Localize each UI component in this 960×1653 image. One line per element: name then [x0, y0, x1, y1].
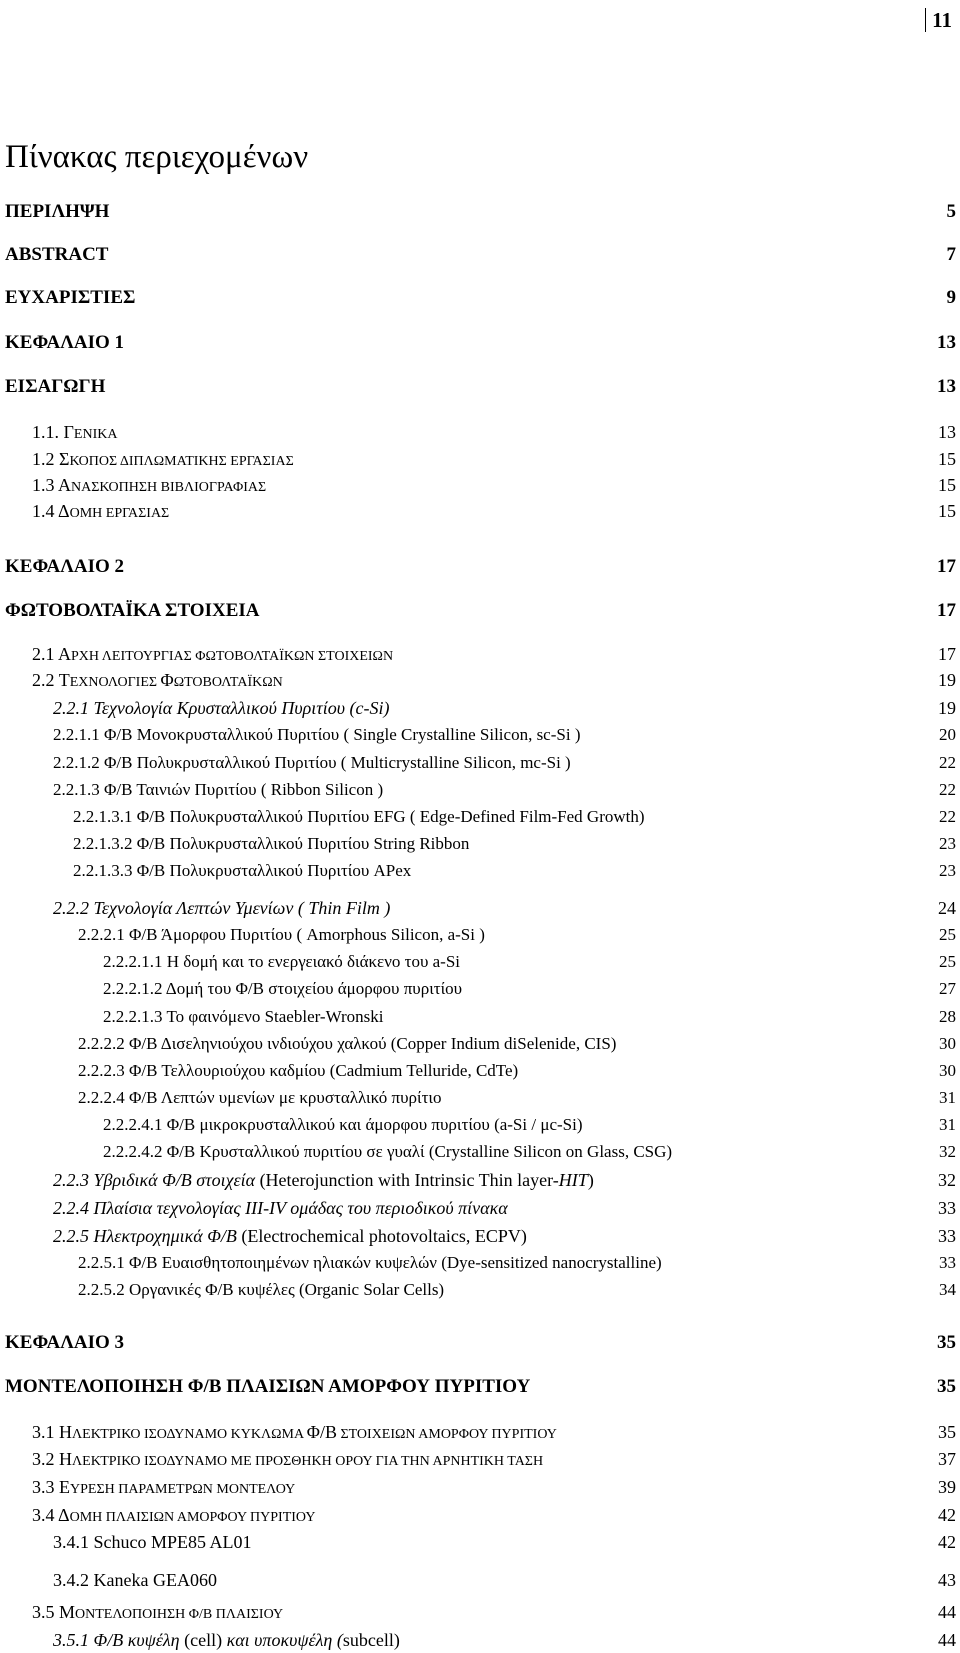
toc-entry-page: 35 — [937, 1376, 956, 1397]
toc-entry-label: 1.3 ΑΝΑΣΚΟΠΗΣΗ ΒΙΒΛΙΟΓΡΑΦΙΑΣ — [32, 474, 267, 495]
toc-entry-label: 3.3 ΕΥΡΕΣΗ ΠΑΡΑΜΕΤΡΩΝ ΜΟΝΤΕΛΟΥ — [32, 1476, 296, 1497]
toc-entry-label: 2.2.1.3.3 Φ/Β Πολυκρυσταλλικού Πυριτίου APex — [73, 861, 412, 880]
toc-entry-page: 31 — [939, 1115, 956, 1134]
toc-entry-page: 22 — [939, 807, 956, 826]
toc-entry-label: 2.2.1.1 Φ/Β Μονοκρυσταλλικού Πυριτίου ( Single Crystalline Silicon, sc-Si ) — [53, 725, 581, 744]
toc-entry-2-2-2-1-3[interactable] — [0, 1005, 960, 1029]
toc-entry-page: 37 — [938, 1448, 956, 1469]
toc-entry-2-2-5[interactable] — [0, 1224, 960, 1248]
toc-entry-2-2-4[interactable] — [0, 1196, 960, 1220]
toc-entry-label: 1.1. ΓΕΝΙΚΑ — [32, 421, 118, 442]
toc-entry-label: 2.2.2.1.3 Το φαινόμενο Staebler-Wronski — [103, 1007, 384, 1026]
toc-entry-label: 2.2.3 Υβριδικά Φ/Β στοιχεία (Heterojunction with Intrinsic Thin layer-HIT) — [53, 1169, 594, 1190]
toc-entry-page: 15 — [938, 474, 956, 495]
toc-entry-page: 5 — [946, 201, 956, 222]
toc-entry-page: 44 — [938, 1601, 956, 1622]
toc-entry-label: 2.2.2 Τεχνολογία Λεπτών Υμενίων ( Thin Film ) — [53, 897, 391, 918]
toc-entry-label: 2.2 ΤΕΧΝΟΛΟΓΙΕΣ ΦΩΤΟΒΟΛΤΑΪΚΩΝ — [32, 669, 283, 690]
toc-entry-label: 2.2.2.4.2 Φ/Β Κρυσταλλικού πυριτίου σε γυαλί (Crystalline Silicon on Glass, CSG) — [103, 1142, 673, 1161]
toc-entry-page: 30 — [939, 1034, 956, 1053]
toc-entry-2-2-2[interactable] — [0, 896, 960, 920]
toc-entry-3-5[interactable] — [0, 1600, 960, 1624]
toc-entry-page: 27 — [939, 979, 956, 998]
toc-entry-3-3[interactable] — [0, 1475, 960, 1499]
toc-entry-page: 22 — [939, 780, 956, 799]
toc-entry-label: 3.4 ΔΟΜΗ ΠΛΑΙΣΙΩΝ ΑΜΟΡΦΟΥ ΠΥΡΙΤΙΟΥ — [32, 1504, 316, 1525]
toc-entry-page: 13 — [937, 376, 956, 397]
toc-entry-label: 1.2 ΣΚΟΠΟΣ ΔΙΠΛΩΜΑΤΙΚΗΣ ΕΡΓΑΣΙΑΣ — [32, 448, 294, 469]
toc-entry-label: 3.4.2 Kaneka GEA060 — [53, 1569, 217, 1590]
toc-entry-label: 2.2.2.1 Φ/Β Άμορφου Πυριτίου ( Amorphous Silicon, a-Si ) — [78, 925, 485, 944]
toc-entry-label: ΚΕΦΑΛΑΙΟ 1 — [5, 332, 125, 353]
toc-entry-2-2-2-1[interactable] — [0, 923, 960, 947]
toc-entry-page: 28 — [939, 1007, 956, 1026]
toc-entry-label: 2.2.1 Τεχνολογία Κρυσταλλικού Πυριτίου (c-Si) — [53, 697, 390, 718]
toc-entry-label: 2.2.1.3.1 Φ/Β Πολυκρυσταλλικού Πυριτίου EFG ( Edge-Defined Film-Fed Growth) — [73, 807, 645, 826]
toc-entry-page: 42 — [938, 1504, 956, 1525]
toc-entry-label: 2.2.2.1.1 Η δομή και το ενεργειακό διάκενο του a-Si — [103, 952, 461, 971]
toc-entry-label: ΜΟΝΤΕΛΟΠΟΙΗΣΗ Φ/Β ΠΛΑΙΣΙΩΝ ΑΜΟΡΦΟΥ ΠΥΡΙΤΙΟΥ — [5, 1376, 531, 1397]
toc-entry-page: 17 — [937, 600, 956, 621]
toc-entry-1-2[interactable] — [0, 447, 960, 471]
toc-entry-page: 32 — [938, 1169, 956, 1190]
toc-entry-label: 2.1 ΑΡΧΗ ΛΕΙΤΟΥΡΓΙΑΣ ΦΩΤΟΒΟΛΤΑΪΚΩΝ ΣΤΟΙΧΕΙΩΝ — [32, 643, 394, 664]
toc-entry-page: 33 — [938, 1225, 956, 1246]
toc-entry-page: 25 — [939, 925, 956, 944]
toc-entry-label: ΠΕΡΙΛΗΨΗ — [5, 201, 110, 222]
toc-entry-page: 19 — [938, 697, 956, 718]
toc-entry-label: ΚΕΦΑΛΑΙΟ 2 — [5, 556, 125, 577]
toc-entry-1-1[interactable] — [0, 420, 960, 444]
toc-entry-page: 31 — [939, 1088, 956, 1107]
toc-entry-pv-elements[interactable] — [0, 599, 960, 623]
toc-entry-label: 2.2.2.2 Φ/Β Δισεληνιούχου ινδιούχου χαλκού (Copper Indium diSelenide, CIS) — [78, 1034, 617, 1053]
toc-entry-2-2-1-2[interactable] — [0, 751, 960, 775]
toc-entry-2-2-1-3-1[interactable] — [0, 805, 960, 829]
toc-entry-page: 9 — [946, 287, 956, 308]
toc-entry-page: 32 — [939, 1142, 956, 1161]
toc-entry-label: ΕΙΣΑΓΩΓΗ — [5, 376, 106, 397]
toc-entry-2-2-5-2[interactable] — [0, 1278, 960, 1302]
toc-entry-page: 30 — [939, 1061, 956, 1080]
toc-entry-chapter-1[interactable] — [0, 331, 960, 355]
toc-entry-page: 23 — [939, 861, 956, 880]
toc-entry-chapter-3[interactable] — [0, 1331, 960, 1355]
toc-entry-3-4-2[interactable] — [0, 1568, 960, 1592]
toc-entry-page: 34 — [939, 1280, 956, 1299]
toc-entry-introduction[interactable] — [0, 375, 960, 399]
toc-entry-abstract[interactable] — [0, 243, 960, 267]
toc-entry-label: ΦΩΤΟΒΟΛΤΑΪΚΑ ΣΤΟΙΧΕΙΑ — [5, 600, 260, 621]
toc-entry-page: 19 — [938, 669, 956, 690]
toc-entry-page: 15 — [938, 500, 956, 521]
toc-entry-2-2-1-3-3[interactable] — [0, 859, 960, 883]
toc-entry-label: 2.2.5.2 Οργανικές Φ/Β κυψέλες (Organic Solar Cells) — [78, 1280, 445, 1299]
toc-entry-page: 24 — [938, 897, 956, 918]
toc-entry-page: 23 — [939, 834, 956, 853]
toc-entry-label: 2.2.4 Πλαίσια τεχνολογίας III-IV ομάδας του περιοδικού πίνακα — [53, 1197, 508, 1218]
toc-entry-2-1[interactable] — [0, 642, 960, 666]
toc-entry-label: 2.2.1.3 Φ/Β Ταινιών Πυριτίου ( Ribbon Silicon ) — [53, 780, 384, 799]
toc-entry-2-2-1-1[interactable] — [0, 723, 960, 747]
toc-entry-label: 2.2.1.3.2 Φ/Β Πολυκρυσταλλικού Πυριτίου String Ribbon — [73, 834, 470, 853]
toc-entry-page: 44 — [938, 1629, 956, 1650]
toc-entry-label: 3.5.1 Φ/Β κυψέλη (cell) και υποκυψέλη (subcell) — [53, 1629, 400, 1650]
toc-entry-2-2-2-4-1[interactable] — [0, 1113, 960, 1137]
toc-entry-2-2-2-1-1[interactable] — [0, 950, 960, 974]
toc-entry-2-2-2-4-2[interactable] — [0, 1140, 960, 1164]
toc-entry-page: 43 — [938, 1569, 956, 1590]
toc-entry-label: 2.2.1.2 Φ/Β Πολυκρυσταλλικού Πυριτίου ( Multicrystalline Silicon, mc-Si ) — [53, 753, 571, 772]
toc-entry-summary[interactable] — [0, 200, 960, 224]
toc-entry-label: ΚΕΦΑΛΑΙΟ 3 — [5, 1332, 125, 1353]
toc-entry-page: 7 — [946, 244, 956, 265]
toc-entry-1-3[interactable] — [0, 473, 960, 497]
toc-entry-2-2-3[interactable] — [0, 1168, 960, 1192]
toc-entry-page: 17 — [938, 643, 956, 664]
toc-entry-1-4[interactable] — [0, 499, 960, 523]
toc-entry-label: 2.2.2.4 Φ/Β Λεπτών υμενίων με κρυσταλλικό πυρίτιο — [78, 1088, 442, 1107]
toc-entry-3-4[interactable] — [0, 1503, 960, 1527]
toc-entry-acknowledgements[interactable] — [0, 286, 960, 310]
toc-entry-page: 17 — [937, 556, 956, 577]
toc-entry-label: 3.2 ΗΛΕΚΤΡΙΚΟ ΙΣΟΔΥΝΑΜΟ ΜΕ ΠΡΟΣΘΗΚΗ ΟΡΟΥ ΓΙΑ ΤΗΝ ΑΡΝΗΤΙΚΗ ΤΑΣΗ — [32, 1448, 544, 1469]
toc-entry-3-2[interactable] — [0, 1447, 960, 1471]
toc-entry-page: 35 — [937, 1332, 956, 1353]
toc-entry-2-2-1-3[interactable] — [0, 778, 960, 802]
toc-entry-2-2-2-4[interactable] — [0, 1086, 960, 1110]
toc-entry-page: 25 — [939, 952, 956, 971]
toc-entry-3-1[interactable] — [0, 1420, 960, 1444]
toc-entry-modelling[interactable] — [0, 1375, 960, 1399]
toc-entry-2-2-1-3-2[interactable] — [0, 832, 960, 856]
toc-entry-2-2-2-1-2[interactable] — [0, 977, 960, 1001]
toc-entry-2-2-5-1[interactable] — [0, 1251, 960, 1275]
toc-entry-label: 2.2.5 Ηλεκτροχημικά Φ/Β (Electrochemical photovoltaics, ECPV) — [53, 1225, 527, 1246]
toc-entry-2-2-2-3[interactable] — [0, 1059, 960, 1083]
toc-entry-page: 15 — [938, 448, 956, 469]
toc-entry-label: 1.4 ΔΟΜΗ ΕΡΓΑΣΙΑΣ — [32, 500, 170, 521]
toc-entry-page: 13 — [937, 332, 956, 353]
toc-entry-label: ABSTRACT — [5, 244, 109, 265]
toc-entry-page: 42 — [938, 1531, 956, 1552]
toc-entry-page: 33 — [939, 1253, 956, 1272]
toc-entry-label: 3.5 ΜΟΝΤΕΛΟΠΟΙΗΣΗ Φ/Β ΠΛΑΙΣΙΟΥ — [32, 1601, 284, 1622]
toc-entry-label: 2.2.2.3 Φ/Β Τελλουριούχου καδμίου (Cadmium Telluride, CdTe) — [78, 1061, 519, 1080]
toc-entry-2-2-1[interactable] — [0, 696, 960, 720]
toc-entry-page: 20 — [939, 725, 956, 744]
page-number: 11 — [925, 8, 952, 32]
toc-entry-label: 3.4.1 Schuco MPE85 AL01 — [53, 1531, 252, 1552]
toc-entry-label: 2.2.2.4.1 Φ/Β μικροκρυσταλλικού και άμορφου πυριτίου (a-Si / μc-Si) — [103, 1115, 583, 1134]
toc-entry-page: 35 — [938, 1421, 956, 1442]
toc-entry-2-2[interactable] — [0, 668, 960, 692]
toc-entry-page: 13 — [938, 421, 956, 442]
toc-entry-2-2-2-2[interactable] — [0, 1032, 960, 1056]
toc-title: Πίνακας περιεχομένων — [5, 139, 309, 175]
toc-entry-page: 22 — [939, 753, 956, 772]
toc-entry-label: 3.1 ΗΛΕΚΤΡΙΚΟ ΙΣΟΔΥΝΑΜΟ ΚΥΚΛΩΜΑ Φ/Β ΣΤΟΙΧΕΙΩΝ ΑΜΟΡΦΟΥ ΠΥΡΙΤΙΟΥ — [32, 1421, 557, 1442]
toc-entry-page: 39 — [938, 1476, 956, 1497]
toc-entry-page: 33 — [938, 1197, 956, 1218]
toc-entry-label: ΕΥΧΑΡΙΣΤΙΕΣ — [5, 287, 136, 308]
toc-entry-label: 2.2.2.1.2 Δομή του Φ/Β στοιχείου άμορφου πυριτίου — [103, 979, 463, 998]
toc-entry-3-4-1[interactable] — [0, 1530, 960, 1554]
toc-entry-label: 2.2.5.1 Φ/Β Ευαισθητοποιημένων ηλιακών κυψελών (Dye-sensitized nanocrystalline) — [78, 1253, 662, 1272]
toc-entry-3-5-1[interactable] — [0, 1628, 960, 1652]
toc-entry-chapter-2[interactable] — [0, 555, 960, 579]
